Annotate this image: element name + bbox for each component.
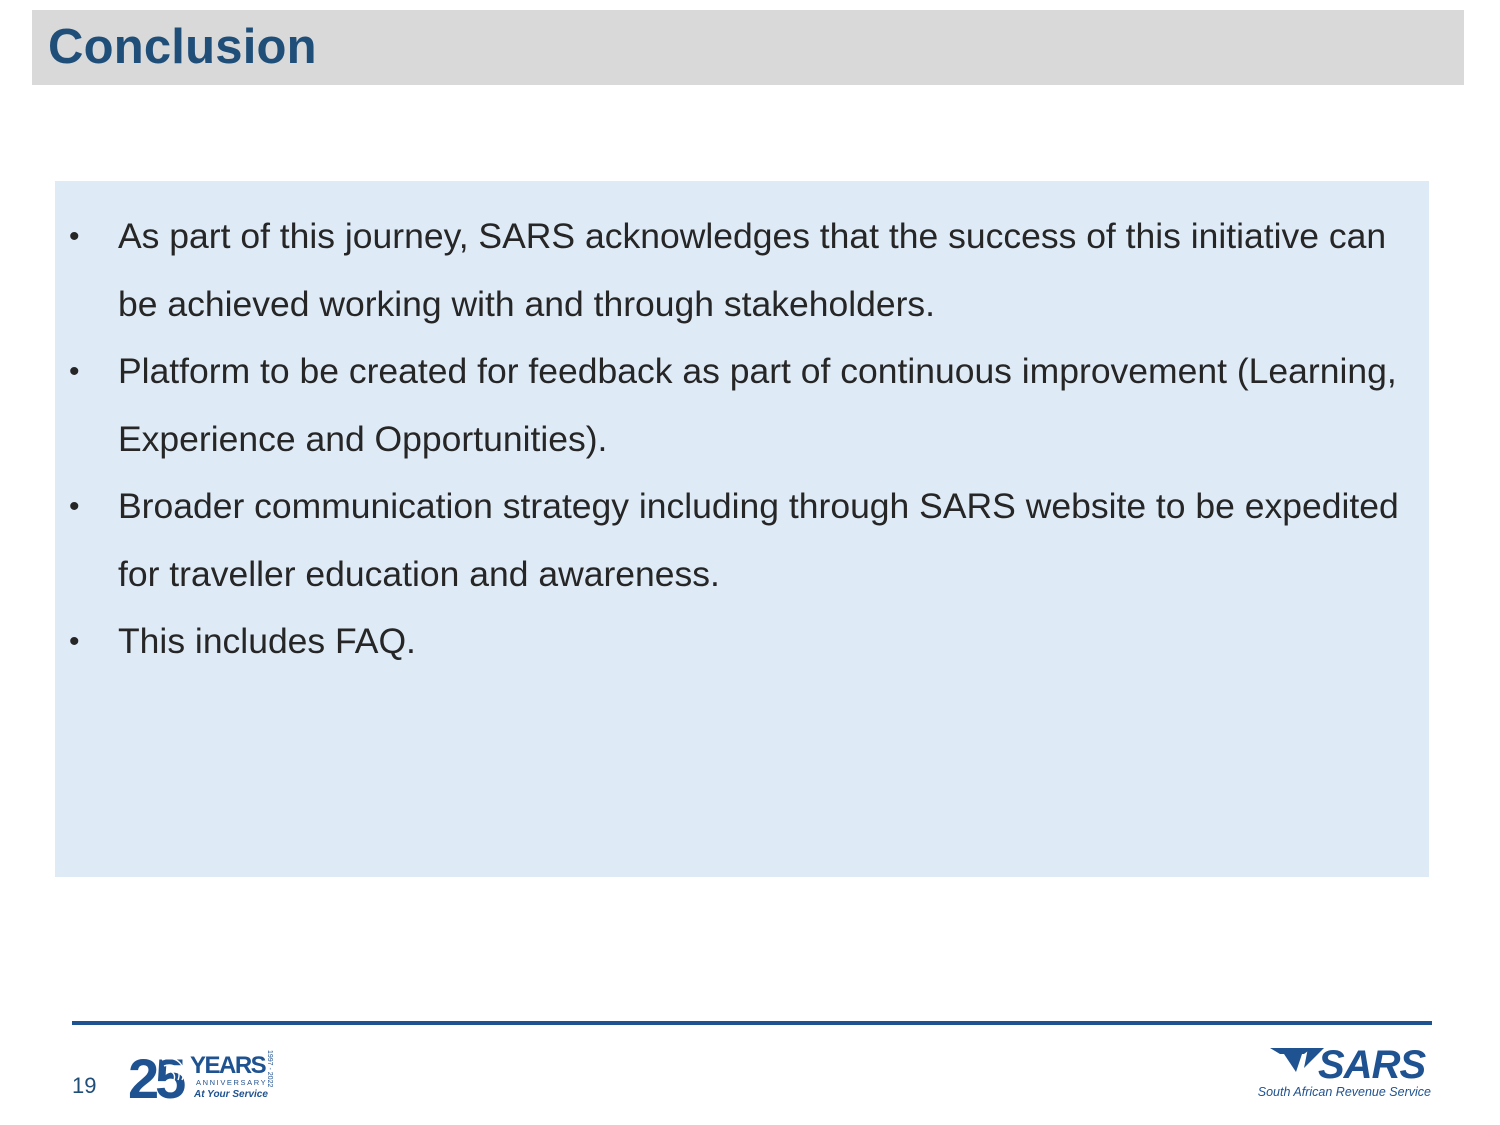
slide-title: Conclusion: [48, 20, 317, 74]
anniversary-number: 25: [128, 1047, 183, 1104]
anniversary-tagline: At Your Service: [194, 1089, 268, 1100]
page-number: 19: [72, 1073, 97, 1098]
anniversary-years: YEARS: [190, 1052, 266, 1079]
bullet-text: This includes FAQ.: [118, 621, 416, 661]
bullet-item: [55, 203, 1429, 338]
title-bar: [32, 10, 1464, 85]
anniversary-dates: 1997 - 2022: [266, 1050, 273, 1088]
bullet-text: As part of this journey, SARS acknowledges that the success of this initiative can be achieved working with and through stakeholders.: [118, 216, 1387, 324]
bullet-item: [55, 608, 1429, 676]
anniversary-logo: [128, 1046, 278, 1104]
bullet-text: Broader communication strategy including through SARS website to be expedited for traveller education and awareness.: [118, 486, 1399, 594]
sars-wordmark: SARS: [1318, 1043, 1426, 1087]
footer-rule: [72, 1021, 1432, 1025]
bullet-dot-icon: •: [69, 490, 80, 523]
sars-subtitle: South African Revenue Service: [1257, 1085, 1431, 1099]
bullet-item: [55, 473, 1429, 608]
sars-wing-icon: [1270, 1048, 1324, 1072]
bullet-dot-icon: •: [69, 625, 80, 658]
anniversary-label: ANNIVERSARY: [196, 1078, 268, 1087]
bullet-item: [55, 338, 1429, 473]
bullet-dot-icon: •: [69, 220, 80, 253]
content-box: [55, 181, 1429, 877]
bullet-dot-icon: •: [69, 355, 80, 388]
bullet-text: Platform to be created for feedback as part of continuous improvement (Learning, Experience and Opportunities).: [118, 351, 1397, 459]
sars-logo: [1250, 1040, 1432, 1102]
bullet-list: [55, 203, 1429, 676]
